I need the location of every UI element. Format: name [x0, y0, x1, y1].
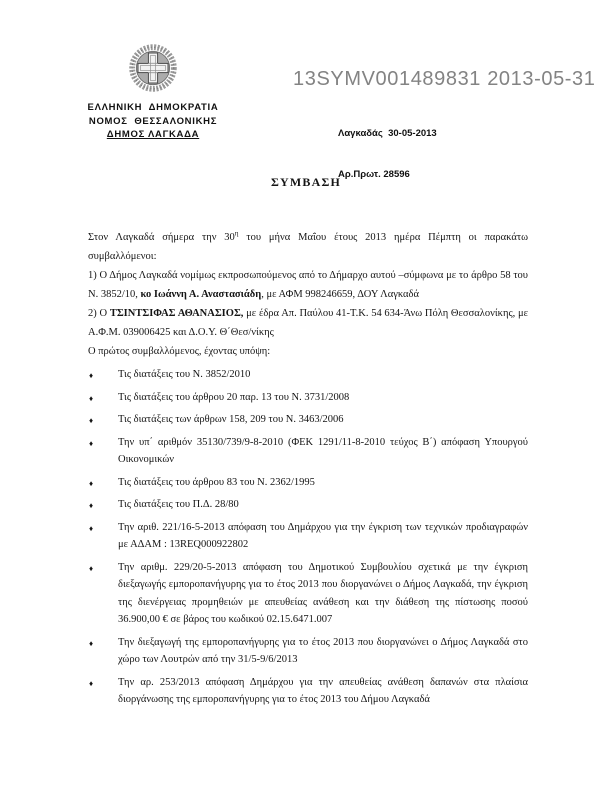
bullet-icon: ♦	[89, 523, 94, 533]
org-line-republic: ΕΛΛΗΝΙΚΗ ΔΗΜΟΚΡΑΤΙΑ	[87, 102, 219, 113]
list-item-text: Τις διατάξεις του Π.Δ. 28/80	[118, 499, 239, 510]
list-item-text: Τις διατάξεις του άρθρου 20 παρ. 13 του Ν. 3731/2008	[118, 391, 350, 403]
ordinal-superscript: η	[234, 229, 239, 238]
registry-watermark: 13SYMV001489831 2013-05-31	[293, 68, 596, 90]
party2-text: 2) Ο	[88, 308, 110, 319]
org-line-municipality: ΔΗΜΟΣ ΛΑΓΚΑΔΑ	[106, 129, 200, 140]
list-item-text: Την αριθ. 221/16-5-2013 απόφαση του Δημάρχου για την έγκριση των τεχνικών προδιαγραφών με ΑΔΑΜ : 13REQ000922802	[118, 521, 528, 550]
bullet-icon: ♦	[89, 478, 94, 488]
list-item-text: Τις διατάξεις του Ν. 3852/2010	[118, 369, 251, 380]
list-item-text: Τις διατάξεις του άρθρου 83 του Ν. 2362/1995	[118, 476, 315, 488]
intro-section	[88, 228, 528, 361]
list-item	[88, 559, 528, 629]
list-item	[88, 519, 528, 554]
considerations-list	[88, 366, 528, 709]
intro-paragraph-date	[88, 228, 528, 266]
party1-text-cont: , με ΑΦΜ 998246659, ΔΟΥ Λαγκαδά	[261, 289, 419, 300]
list-item-text: Την διεξαγωγή της εμποροπανήγυρης για το έτος 2013 που διοργανώνει ο Δήμος Λαγκαδά στο χώρο των Λουτρών από την 31/5-9/6/2013	[118, 636, 528, 665]
bullet-icon: ♦	[89, 371, 94, 380]
list-item	[88, 411, 528, 429]
list-item	[88, 496, 528, 514]
bullet-icon: ♦	[89, 416, 94, 425]
protocol-number: Αρ.Πρωτ. 28596	[338, 168, 410, 180]
list-item	[88, 634, 528, 669]
authority-header	[60, 42, 246, 142]
contractor-name: ΤΣΙΝΤΣΙΦΑΣ ΑΘΑΝΑΣΙΟΣ,	[109, 308, 244, 319]
list-item	[88, 674, 528, 709]
mayor-name: κο Ιωάννη Α. Αναστασιάδη	[140, 289, 262, 300]
party1-text: 1) Ο Δήμος Λαγκαδά νομίμως εκπροσωπούμενος από το Δήμαρχο αυτού –σύμφωνα με το άρθρο 58 του Ν. 3852/10,	[88, 270, 528, 300]
list-item	[88, 474, 528, 492]
list-item-text: Την αρ. 253/2013 απόφαση Δημάρχου για την απευθείας ανάθεση δαπανών στα πλαίσια διοργάνωσης της εμποροπανήγυρης για το έτος 2013 του Δήμου Λαγκαδά	[118, 676, 528, 705]
bullet-icon: ♦	[89, 501, 94, 510]
list-item-text: Την αριθμ. 229/20-5-2013 απόφαση του Δημοτικού Συμβουλίου σχετικά με την έγκριση διεξαγωγής εμποροπανήγυρης για το έτος 2013 που διοργανώνει ο Δήμος Λαγκαδά, την έγκριση της διενέργειας προμηθειών με απευθείας ανάθεση και την διάθεση της πίστωσης ποσού 36.900,00 € σε βάρος του κωδικού 02.15.6471.007	[118, 561, 528, 625]
place-date: Λαγκαδάς 30-05-2013	[338, 128, 437, 139]
list-item-text: Την υπ΄ αριθμόν 35130/739/9-8-2010 (ΦΕΚ 1291/11-8-2010 τεύχος Β΄) απόφαση Υπουργού Οικονομικών	[118, 436, 528, 465]
list-item	[88, 366, 528, 384]
greek-emblem-icon	[60, 42, 246, 94]
intro-paragraph-party1	[88, 266, 528, 304]
bullet-icon: ♦	[89, 563, 94, 573]
intro-paragraph-party2	[88, 304, 528, 342]
list-item	[88, 434, 528, 469]
bullet-icon: ♦	[89, 438, 94, 448]
list-item	[88, 389, 528, 407]
bullet-icon: ♦	[89, 638, 94, 648]
document-body	[88, 228, 528, 709]
date-protocol-block	[338, 100, 437, 208]
intro-p1-text: Στον Λαγκαδά σήμερα την 30	[88, 232, 235, 243]
intro-p1-text-cont: του μήνα Μαΐου έτους 2013 ημέρα Πέμπτη οι παρακάτω συμβαλλόμενοι:	[88, 232, 528, 262]
party2-text-cont: με έδρα Απ. Παύλου 41-Τ.Κ. 54 634-Άνω Πόλη Θεσσαλονίκης, με Α.Φ.Μ. 039006425 και Δ.Ο.Υ. Θ΄Θεσ/νίκης	[88, 308, 528, 338]
bullet-icon: ♦	[89, 678, 94, 688]
intro-paragraph-preamble: Ο πρώτος συμβαλλόμενος, έχοντας υπόψη:	[88, 346, 271, 357]
list-item-text: Τις διατάξεις των άρθρων 158, 209 του Ν. 3463/2006	[118, 414, 344, 425]
document-title: ΣΥΜΒΑΣΗ	[270, 175, 342, 189]
org-line-prefecture: ΝΟΜΟΣ ΘΕΣΣΑΛΟΝΙΚΗΣ	[88, 115, 218, 127]
bullet-icon: ♦	[89, 393, 94, 403]
